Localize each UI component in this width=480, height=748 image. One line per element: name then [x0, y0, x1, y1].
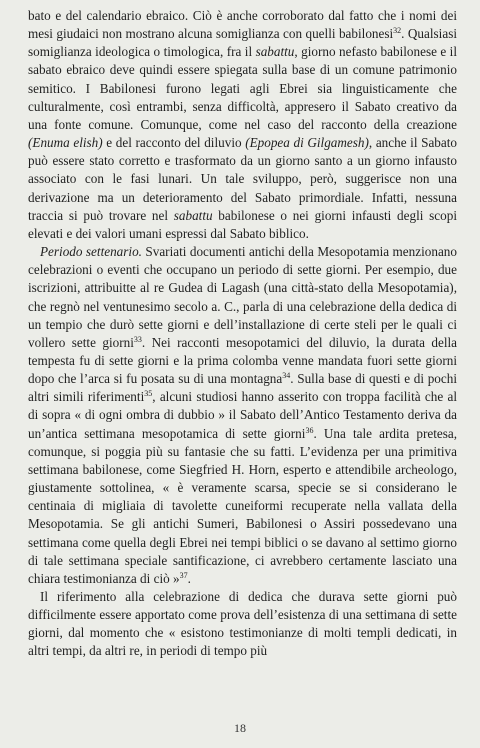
italic-text: sabattu	[173, 207, 213, 223]
italic-text: (Epopea di Gilgamesh)	[245, 135, 369, 151]
paragraph-1	[28, 7, 457, 243]
body-text: Il riferimento alla celebrazione di dedica che durava sette giorni può difficilmente essere apportato come prova dell’esistenza di una settimana di sette giorni, dal momento che « esistono testimonianze di molti templi dedicati, in altri tempi, da altri re, in periodi di tempo più	[28, 589, 457, 659]
body-text: , giorno nefasto babilonese e il sabato ebraico deve quindi essere spiegata sulla base di un comune patrimonio semitico. I Babilonesi furono legati agli Ebrei sia linguisticamente che culturalmente, così entrambi, senza difficoltà, appresero il Sabato creativo da una fonte comune. Comunque, come nel caso del racconto della creazione	[28, 44, 457, 132]
italic-text: sabattu	[255, 44, 295, 60]
body-text: e del racconto del diluvio	[102, 135, 246, 151]
footnote-ref: 36	[305, 425, 314, 435]
footnote-ref: 33	[133, 334, 142, 344]
footnote-ref: 37	[179, 570, 188, 580]
body-text: . Sulla base di questi e di pochi altri simili riferimenti	[28, 371, 457, 405]
paragraph-2	[28, 243, 457, 588]
footnote-ref: 34	[282, 371, 291, 381]
body-text: . Una tale ardita pretesa, comunque, si poggia più su fantasie che su fatti. L’evidenza per una primitiva settimana babilonese, come Siegfried H. Horn, esperto e attendibile archeologo, giustamente sottolinea, « è veramente scarsa, specie se si considerano le centinaia di migliaia di tavolette cuneiformi recuperate nella vallata della Mesopotamia. Se gli antichi Sumeri, Babilonesi o Assiri possedevano una settimana come quella degli Ebrei nei tempi biblici o se davano al settimo giorno di tale settimana speciale santificazione, ci avrebbero certamente lasciato una chiara testimonianza di ciò »	[28, 425, 457, 586]
body-text: . Qualsiasi somiglianza ideologica o timologica, fra il	[28, 26, 457, 60]
paragraph-3	[28, 588, 457, 661]
page-number: 18	[234, 721, 246, 735]
body-text: .	[187, 570, 191, 586]
body-text: , alcuni studiosi hanno asserito con troppa facilità che al di sopra « di ogni ombra di dubbio » il Sabato dell’Antico Testamento deriva da un’antica settimana mesopotamica di sette giorni	[28, 389, 457, 441]
italic-text: Periodo settenario.	[40, 244, 142, 260]
body-text: , anche il Sabato può essere stato corretto e trasformato da un giorno santo a un giorno infausto associato con le fasi lunari. Un tale sviluppo, però, suggerisce non una derivazione ma un deterioramento del Sabato primordiale. Infatti, nessuna traccia si può trovare nel	[28, 135, 458, 223]
footnote-ref: 35	[144, 389, 153, 399]
body-text: Svariati documenti antichi della Mesopotamia menzionano celebrazioni o eventi che occupano un periodo di sette giorni. Per esempio, due iscrizioni, attribuitte al re Gudea di Lagash (una città-stato della Mesopotamia), che regnò nel ventunesimo secolo a. C., parla di una celebrazione della dedica di un tempio che durò sette giorni e dell’installazione di certe steli per le quali ci vollero sette giorni	[28, 244, 457, 350]
body-text: babilonese o nei giorni infausti degli scopi elevati e dei valori umani espressi dal Sabato biblico.	[28, 207, 457, 241]
italic-text: (Enuma elish)	[28, 135, 103, 151]
footnote-ref: 32	[393, 26, 402, 36]
body-text: . Nei racconti mesopotamici del diluvio, la durata della tempesta fu di sette giorni e la prima colomba venne mandata fuori sette giorni dopo che l’arca si fu posata su di una montagna	[28, 334, 457, 387]
body-text: bato e del calendario ebraico. Ciò è anche corroborato dal fatto che i nomi dei mesi giudaici non mostrano alcuna somiglianza con quelli babilonesi	[28, 8, 457, 42]
